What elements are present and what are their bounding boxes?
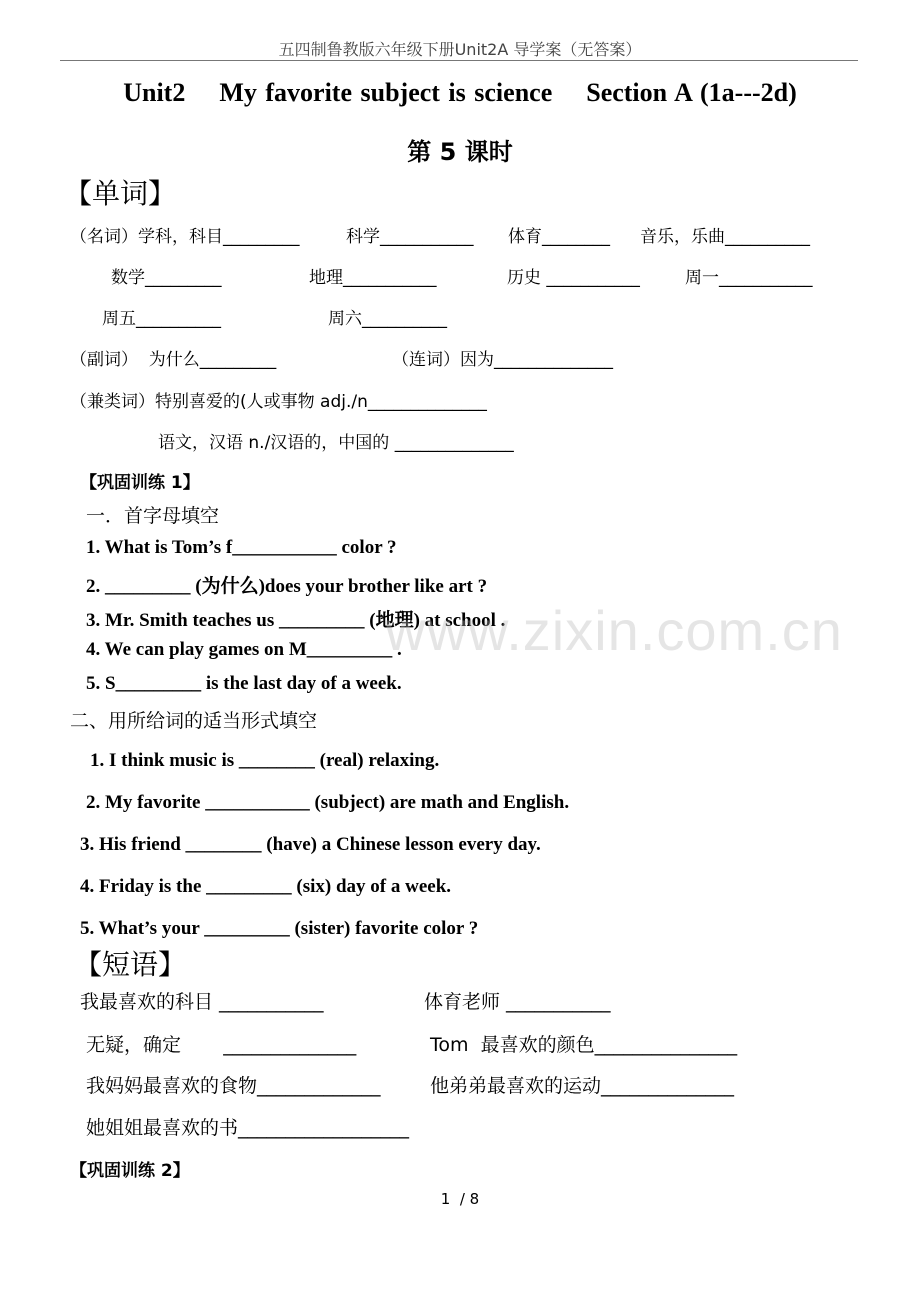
phrase-item: 她姐姐最喜欢的书__________________ xyxy=(86,1117,410,1139)
exercise-item: 1. I think music is ________ (real) relaxing. xyxy=(90,750,440,771)
exercise-item: 4. We can play games on M_________ . xyxy=(86,639,402,660)
phrase-item: Tom 最喜欢的颜色_______________ xyxy=(430,1034,738,1056)
vocab-item: （兼类词）特别喜爱的(人或事物 adj./n______________ xyxy=(70,392,487,412)
vocab-item: 历史 ___________ xyxy=(507,268,640,288)
vocab-item: 体育________ xyxy=(508,227,610,247)
phrase-item: 体育老师 ___________ xyxy=(424,991,611,1013)
part-1-title: 一．首字母填空 xyxy=(86,505,220,527)
phrase-item: 我最喜欢的科目 ___________ xyxy=(80,991,324,1013)
phrases-heading: 【短语】 xyxy=(74,948,187,981)
vocab-item: 地理___________ xyxy=(309,268,437,288)
exercise-item: 2. _________ (为什么)does your brother like art ? xyxy=(86,576,488,597)
exercise-item: 2. My favorite ___________ (subject) are math and English. xyxy=(86,792,570,813)
practice-1-heading: 【巩固训练 1】 xyxy=(80,473,200,493)
exercise-item: 5. What’s your _________ (sister) favorite color ? xyxy=(80,918,479,939)
header-rule xyxy=(60,60,858,61)
practice-2-heading: 【巩固训练 2】 xyxy=(70,1161,190,1181)
part-2-title: 二、用所给词的适当形式填空 xyxy=(70,710,318,732)
phrase-item: 无疑，确定 ______________ xyxy=(86,1034,357,1056)
exercise-item: 3. Mr. Smith teaches us _________ (地理) at school . xyxy=(86,610,506,631)
vocab-item: 音乐，乐曲__________ xyxy=(640,227,810,247)
vocab-heading: 【单词】 xyxy=(64,177,177,210)
phrase-item: 我妈妈最喜欢的食物_____________ xyxy=(86,1075,381,1097)
vocab-item: （名词）学科，科目_________ xyxy=(70,227,300,247)
vocab-item: （副词） 为什么_________ xyxy=(70,350,277,370)
document-title: Unit2 My favorite subject is science Section A (1a---2d) xyxy=(123,78,797,107)
exercise-item: 4. Friday is the _________ (six) day of a week. xyxy=(80,876,452,897)
vocab-item: 语文，汉语 n./汉语的，中国的 ______________ xyxy=(158,433,514,453)
watermark: www.zixin.com.cn xyxy=(385,599,843,662)
exercise-item: 5. S_________ is the last day of a week. xyxy=(86,673,402,694)
vocab-item: 周一___________ xyxy=(685,268,813,288)
running-header: 五四制鲁教版六年级下册Unit2A 导学案（无答案） xyxy=(278,40,642,59)
vocab-item: 科学___________ xyxy=(346,227,474,247)
exercise-item: 3. His friend ________ (have) a Chinese lesson every day. xyxy=(80,834,541,855)
vocab-item: （连词）因为______________ xyxy=(392,350,613,370)
exercise-item: 1. What is Tom’s f___________ color ? xyxy=(86,537,397,558)
vocab-item: 周六__________ xyxy=(328,309,447,329)
vocab-item: 数学_________ xyxy=(111,268,222,288)
lesson-number: 第 5 课时 xyxy=(407,138,513,166)
vocab-item: 周五__________ xyxy=(102,309,221,329)
page-number: 1 / 8 xyxy=(440,1190,480,1208)
phrase-item: 他弟弟最喜欢的运动______________ xyxy=(430,1075,735,1097)
